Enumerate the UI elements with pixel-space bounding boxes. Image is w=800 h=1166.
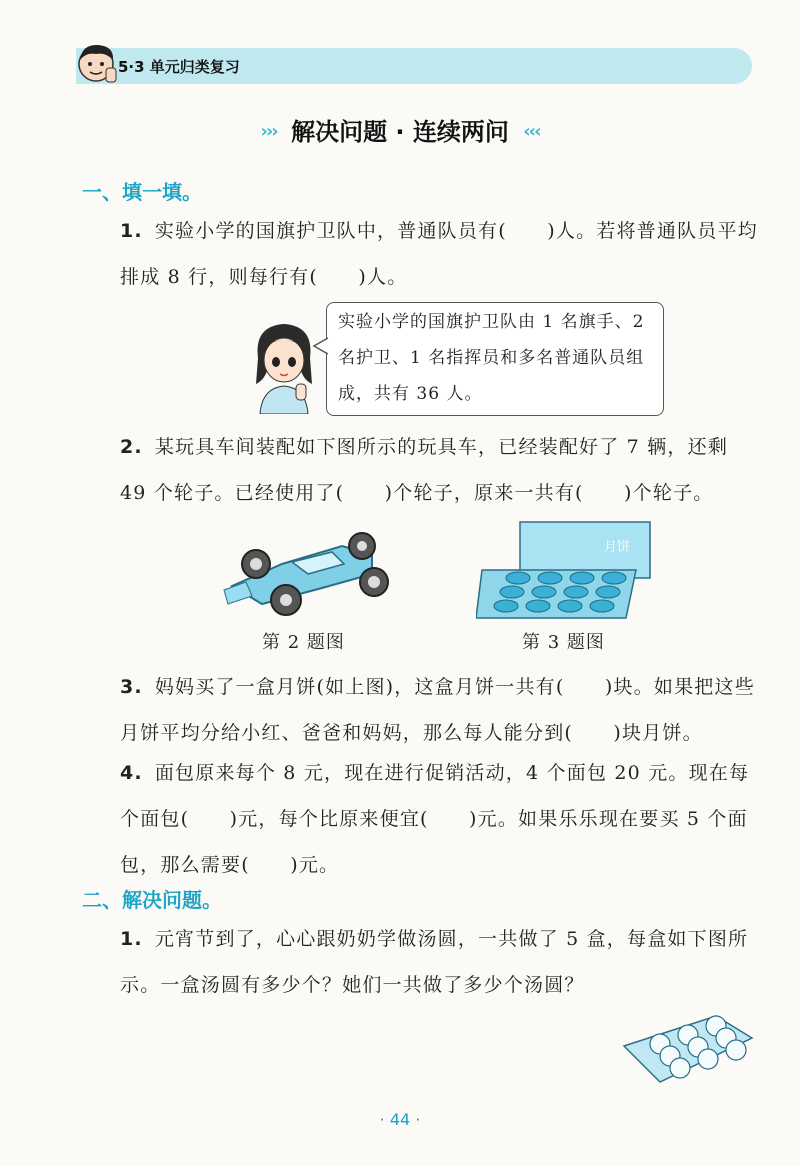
girl-illustration-icon: [250, 318, 320, 414]
question-text: 面包原来每个 8 元，现在进行促销活动，4 个面包 20 元。现在每个面包( )元，每个比原来便宜( )元。如果乐乐现在要买 5 个面包，那么需要( )元。: [120, 762, 750, 876]
question-text: 妈妈买了一盒月饼(如上图)，这盒月饼一共有( )块。如果把这些月饼平均分给小红、爸爸和妈妈，那么每人能分到( )块月饼。: [120, 676, 755, 744]
tangyuan-tray-icon: [620, 1008, 756, 1088]
bubble-tail-icon: [312, 336, 330, 356]
header-label: 5·3 单元归类复习: [118, 58, 240, 76]
page-title-text: 解决问题 · 连续两问: [291, 118, 509, 146]
page-number: · 44 ·: [379, 1110, 421, 1129]
question-text: 元宵节到了，心心跟奶奶学做汤圆，一共做了 5 盒，每盒如下图所示。一盒汤圆有多少个？她们一共做了多少个汤圆？: [120, 928, 749, 996]
question-1-3: [120, 664, 760, 756]
question-1-4: [120, 750, 760, 888]
chevron-left-icon: ‹‹‹: [523, 121, 540, 142]
question-1-1: [120, 208, 760, 300]
question-number: 2.: [120, 436, 143, 458]
section-heading-fill: 一、填一填。: [82, 180, 202, 204]
question-number: 3.: [120, 676, 143, 698]
question-text: 某玩具车间装配如下图所示的玩具车，已经装配好了 7 辆，还剩 49 个轮子。已经使用了( )个轮子，原来一共有( )个轮子。: [120, 436, 736, 504]
student-avatar-icon: [76, 40, 120, 88]
figure-caption-2: 第 2 题图: [262, 632, 345, 653]
box-label: 月饼: [604, 540, 631, 555]
section-heading-solve: 二、解决问题。: [82, 888, 222, 912]
toy-car-icon: [222, 524, 394, 620]
page-title: [0, 112, 800, 147]
question-1-2: [120, 424, 760, 516]
question-2-1: [120, 916, 760, 1008]
question-number: 1.: [120, 928, 143, 950]
chevron-right-icon: ›››: [260, 121, 277, 142]
question-text: 实验小学的国旗护卫队中，普通队员有( )人。若将普通队员平均排成 8 行，则每行有( )人。: [120, 220, 758, 288]
speech-bubble-text: 实验小学的国旗护卫队由 1 名旗手、2 名护卫、1 名指挥员和多名普通队员组成，共有 36 人。: [338, 312, 645, 404]
question-number: 4.: [120, 762, 143, 784]
figure-caption-3: 第 3 题图: [522, 632, 605, 653]
question-number: 1.: [120, 220, 143, 242]
